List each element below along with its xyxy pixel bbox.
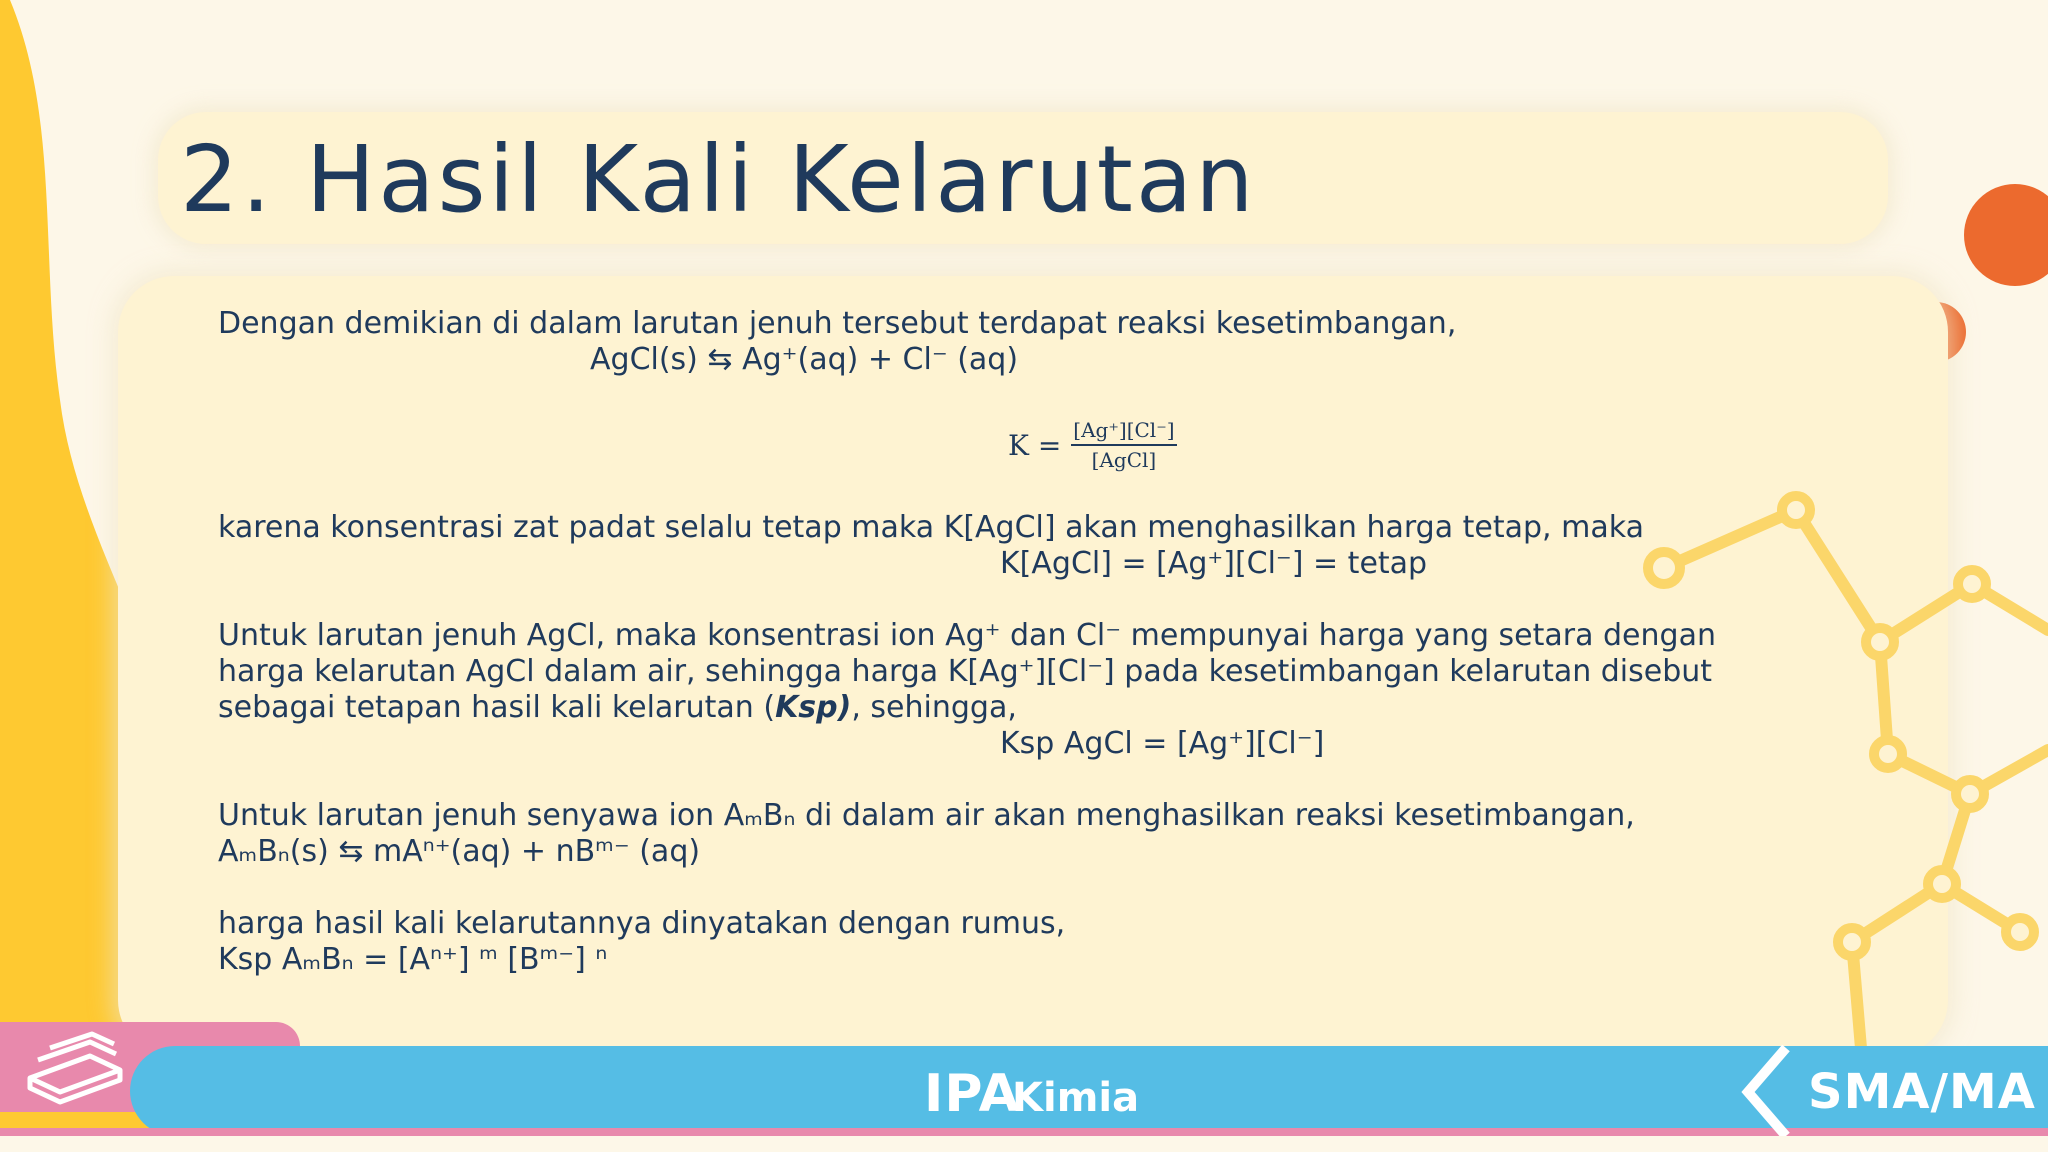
paragraph-4: Untuk larutan jenuh senyawa ion AₘBₙ di dalam air akan menghasilkan reaksi kesetimbangan, <box>218 798 1635 833</box>
ksp-term: Ksp) <box>775 690 852 725</box>
chevron-icon <box>1736 1044 1796 1140</box>
footer-topic: Kimia <box>1012 1075 1140 1121</box>
k-fraction <box>1071 418 1176 472</box>
paragraph-2: karena konsentrasi zat padat selalu tetap maka K[AgCl] akan menghasilkan harga tetap, maka <box>218 510 1644 545</box>
footer-level: SMA/MA <box>1808 1064 2036 1120</box>
equation-k-agcl: K[AgCl] = [Ag⁺][Cl⁻] = tetap <box>1000 546 1428 581</box>
paragraph-1: Dengan demikian di dalam larutan jenuh tersebut terdapat reaksi kesetimbangan, <box>218 306 1457 341</box>
books-icon <box>20 1030 130 1110</box>
equation-ambn-dissociation: AₘBₙ(s) ⇆ mAⁿ⁺(aq) + nBᵐ⁻ (aq) <box>218 834 701 869</box>
paragraph-3-line-3 <box>218 690 1017 726</box>
paragraph-3-line-1: Untuk larutan jenuh AgCl, maka konsentrasi ion Ag⁺ dan Cl⁻ mempunyai harga yang setara dengan <box>218 618 1716 653</box>
equation-agcl-dissociation: AgCl(s) ⇆ Ag⁺(aq) + Cl⁻ (aq) <box>590 342 1019 377</box>
equation-ksp-agcl: Ksp AgCl = [Ag⁺][Cl⁻] <box>1000 726 1325 761</box>
equilibrium-constant-formula <box>1008 418 1177 472</box>
page-title: 2. Hasil Kali Kelarutan <box>180 126 1257 233</box>
paragraph-3-text-a: sebagai tetapan hasil kali kelarutan ( <box>218 690 776 725</box>
molecule-decoration <box>1640 480 2048 1120</box>
bottom-margin <box>0 1136 2048 1152</box>
k-denominator: [AgCl] <box>1091 448 1157 472</box>
k-numerator: [Ag⁺][Cl⁻] <box>1071 418 1176 446</box>
k-lhs: K = <box>1008 428 1062 462</box>
paragraph-3-line-2: harga kelarutan AgCl dalam air, sehingga harga K[Ag⁺][Cl⁻] pada kesetimbangan kelarutan disebut <box>218 654 1713 689</box>
paragraph-5: harga hasil kali kelarutannya dinyatakan dengan rumus, <box>218 906 1066 941</box>
footer-subject: IPA <box>924 1064 1020 1124</box>
orange-circle-large <box>1964 184 2048 286</box>
paragraph-3-text-b: , sehingga, <box>851 690 1017 725</box>
equation-ksp-ambn: Ksp AₘBₙ = [Aⁿ⁺] ᵐ [Bᵐ⁻] ⁿ <box>218 942 608 977</box>
